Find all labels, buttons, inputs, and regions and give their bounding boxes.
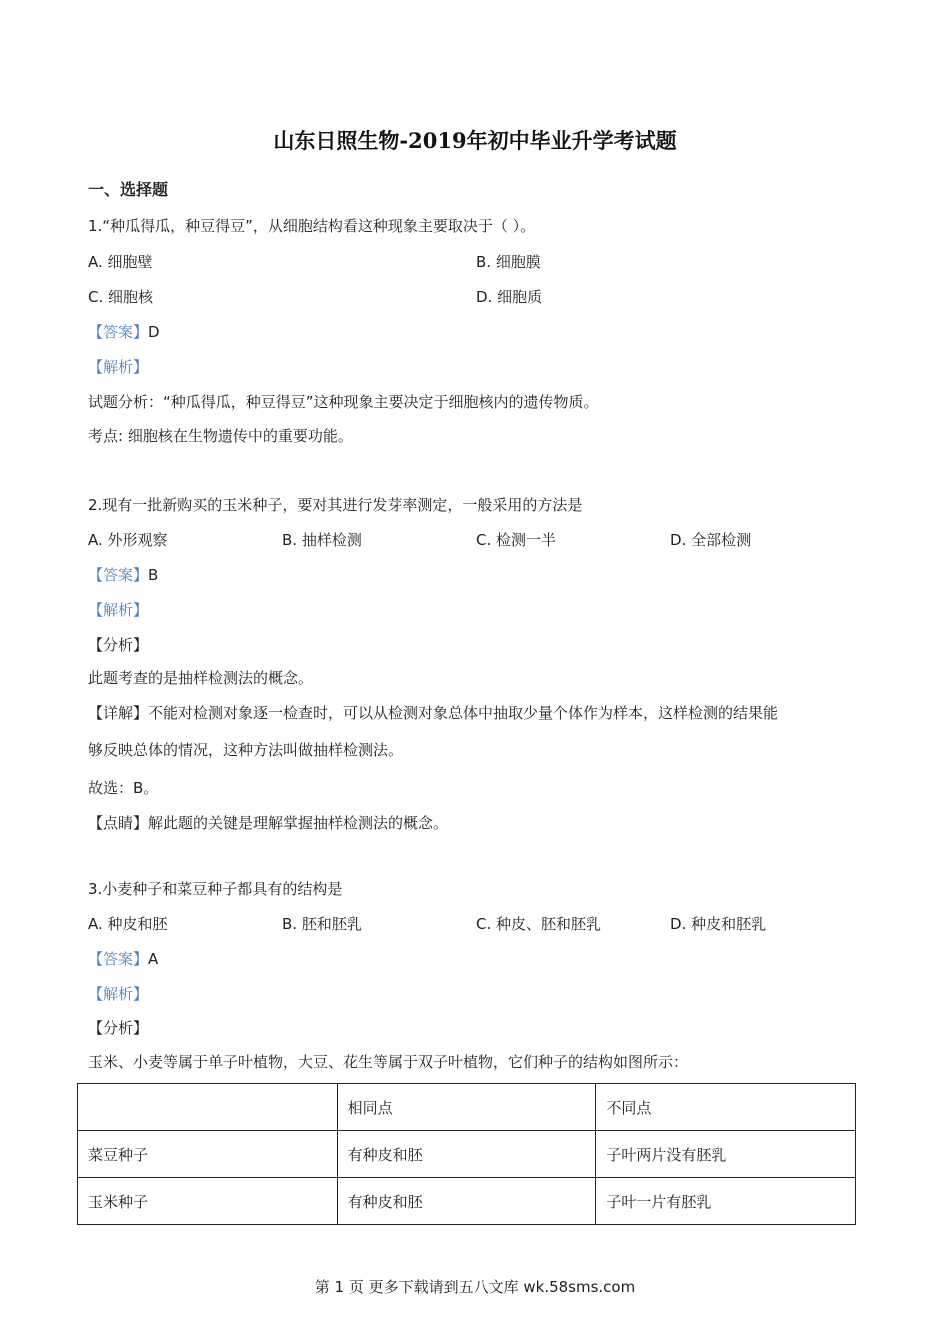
table-cell: 有种皮和胚 — [337, 1178, 596, 1225]
answer-value: D — [148, 323, 160, 341]
q1-option-b: B. 细胞膜 — [476, 253, 541, 271]
q1-point: 考点: 细胞核在生物遗传中的重要功能。 — [88, 427, 353, 445]
table-cell: 玉米种子 — [78, 1178, 338, 1225]
q2-option-c: C. 检测一半 — [476, 531, 557, 549]
table-header-cell: 相同点 — [337, 1084, 596, 1131]
table-header-cell: 不同点 — [596, 1084, 856, 1131]
answer-tag: 【答案】 — [88, 566, 149, 584]
q2-analysis-tag: 【解析】 — [88, 601, 149, 619]
page-footer: 第 1 页 更多下载请到五八文库 wk.58sms.com — [314, 1278, 636, 1296]
answer-tag: 【答案】 — [88, 323, 149, 341]
q3-option-c: C. 种皮、胚和胚乳 — [476, 915, 602, 933]
q2-fenxi-text: 此题考查的是抽样检测法的概念。 — [88, 669, 314, 687]
q3-fenxi-text: 玉米、小麦等属于单子叶植物，大豆、花生等属于双子叶植物，它们种子的结构如图所示： — [88, 1053, 689, 1071]
seed-structure-table — [77, 1083, 856, 1225]
q3-fenxi-tag: 【分析】 — [88, 1019, 149, 1037]
q1-analysis: 试题分析：“种瓜得瓜，种豆得豆”这种现象主要决定于细胞核内的遗传物质。 — [88, 393, 599, 411]
q2-answer — [88, 565, 158, 585]
table-cell: 菜豆种子 — [78, 1131, 338, 1178]
q3-analysis-tag: 【解析】 — [88, 985, 149, 1003]
q3-option-d: D. 种皮和胚乳 — [670, 915, 767, 933]
q2-fenxi-tag: 【分析】 — [88, 636, 149, 654]
answer-value: A — [148, 950, 159, 968]
q2-question: 2.现有一批新购买的玉米种子，要对其进行发芽率测定，一般采用的方法是 — [88, 496, 583, 514]
q1-answer — [88, 322, 160, 342]
q2-comment: 【点睛】解此题的关键是理解掌握抽样检测法的概念。 — [88, 814, 449, 832]
q2-detail-line1: 【详解】不能对检测对象逐一检查时，可以从检测对象总体中抽取少量个体作为样本，这样检测的结果能 — [88, 704, 779, 722]
table-row — [78, 1131, 856, 1178]
q3-option-a: A. 种皮和胚 — [88, 915, 168, 933]
q2-option-a: A. 外形观察 — [88, 531, 168, 549]
table-cell: 子叶一片有胚乳 — [596, 1178, 856, 1225]
q1-option-c: C. 细胞核 — [88, 288, 154, 306]
q1-analysis-tag: 【解析】 — [88, 358, 149, 376]
section-heading: 一、选择题 — [88, 180, 169, 199]
table-cell: 有种皮和胚 — [337, 1131, 596, 1178]
table-cell: 子叶两片没有胚乳 — [596, 1131, 856, 1178]
q2-detail-line2: 够反映总体的情况，这种方法叫做抽样检测法。 — [88, 741, 404, 759]
q1-option-d: D. 细胞质 — [476, 288, 543, 306]
page-title: 山东日照生物-2019年初中毕业升学考试题 — [273, 128, 677, 153]
answer-value: B — [148, 566, 159, 584]
q3-option-b: B. 胚和胚乳 — [282, 915, 362, 933]
q2-option-b: B. 抽样检测 — [282, 531, 362, 549]
table-row — [78, 1178, 856, 1225]
q3-answer — [88, 949, 158, 969]
q1-option-a: A. 细胞壁 — [88, 253, 153, 271]
answer-tag: 【答案】 — [88, 950, 149, 968]
q1-question: 1.“种瓜得瓜，种豆得豆”，从细胞结构看这种现象主要取决于（ ）。 — [88, 217, 536, 235]
table-header-cell — [78, 1084, 338, 1131]
q2-option-d: D. 全部检测 — [670, 531, 752, 549]
q3-question: 3.小麦种子和菜豆种子都具有的结构是 — [88, 880, 343, 898]
q2-choice: 故选：B。 — [88, 779, 159, 797]
table-header-row — [78, 1084, 856, 1131]
